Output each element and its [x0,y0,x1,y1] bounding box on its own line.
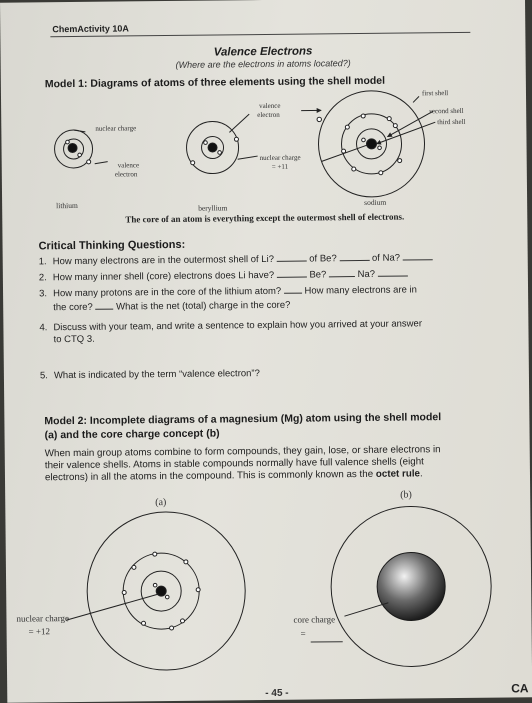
magnesium-shell-diagram [65,511,246,671]
be-valence-label-1: valence [259,102,280,110]
na-nuclear-charge-label: nuclear charge [260,154,301,162]
diagram-a-label: (a) [155,497,166,508]
second-shell-label: second shell [429,107,464,115]
core-charge-diagram [330,506,492,668]
critical-thinking-heading: Critical Thinking Questions: [39,239,186,253]
model2-heading-line2: (a) and the core charge concept (b) [44,427,219,442]
page-title: Valence Electrons [0,43,525,60]
first-shell-label: first shell [422,89,448,97]
core-charge-equals: = [301,629,306,639]
octet-rule-term: octet rule [376,468,420,479]
core-charge-label: core charge [293,614,335,624]
question-3: 3. How many protons are in the core of the lithium atom? How many electrons are in the core? What is the net (total) charge in the core? [39,281,519,314]
li-nuclear-charge-label: nuclear charge [95,124,136,132]
octet-paragraph: When main group atoms combine to form compounds, they gain, lose, or share electrons in their valence shells. Atoms in stable compounds normally have full valence shells (eight electrons) in all the atoms in the compound. This is commonly known as the octet rule. [45,443,525,484]
model2-heading-line1: Model 2: Incomplete diagrams of a magnesium (Mg) atom using the shell model [44,411,441,428]
page-number: - 45 - [265,688,288,699]
page-subtitle: (Where are the electrons in atoms located?) [1,56,526,71]
sodium-atom [301,90,436,197]
core-statement: The core of an atom is everything except the outermost shell of electrons. [2,210,527,225]
be-valence-label-2: electron [257,111,280,119]
mg-nuclear-charge-value: = +12 [29,626,51,636]
diagram-b-label: (b) [400,489,412,500]
corner-mark: CA [511,681,528,695]
beryllium-label: beryllium [198,203,227,212]
na-nuclear-charge-value: = +11 [272,163,288,171]
lithium-atom [54,130,107,169]
question-5: 5. What is indicated by the term “valence electron”? [40,368,260,382]
course-label: ChemActivity 10A [52,23,129,34]
question-4: 4. Discuss with your team, and write a sentence to explain how you arrived at your answer to CTQ 3. [39,317,519,346]
li-valence-label-2: electron [115,170,138,178]
question-2: 2. How many inner shell (core) electrons does Li have? Be? Na? [39,266,408,284]
li-valence-label-1: valence [118,161,139,169]
model1-heading: Model 1: Diagrams of atoms of three elements using the shell model [45,75,385,91]
third-shell-label: third shell [437,118,465,126]
beryllium-atom [186,114,258,174]
sodium-label: sodium [364,198,386,207]
question-1: 1. How many electrons are in the outermost shell of Li? of Be? of Na? [39,250,433,268]
mg-nuclear-charge-label: nuclear charge [16,613,69,624]
lithium-label: lithium [56,201,78,210]
